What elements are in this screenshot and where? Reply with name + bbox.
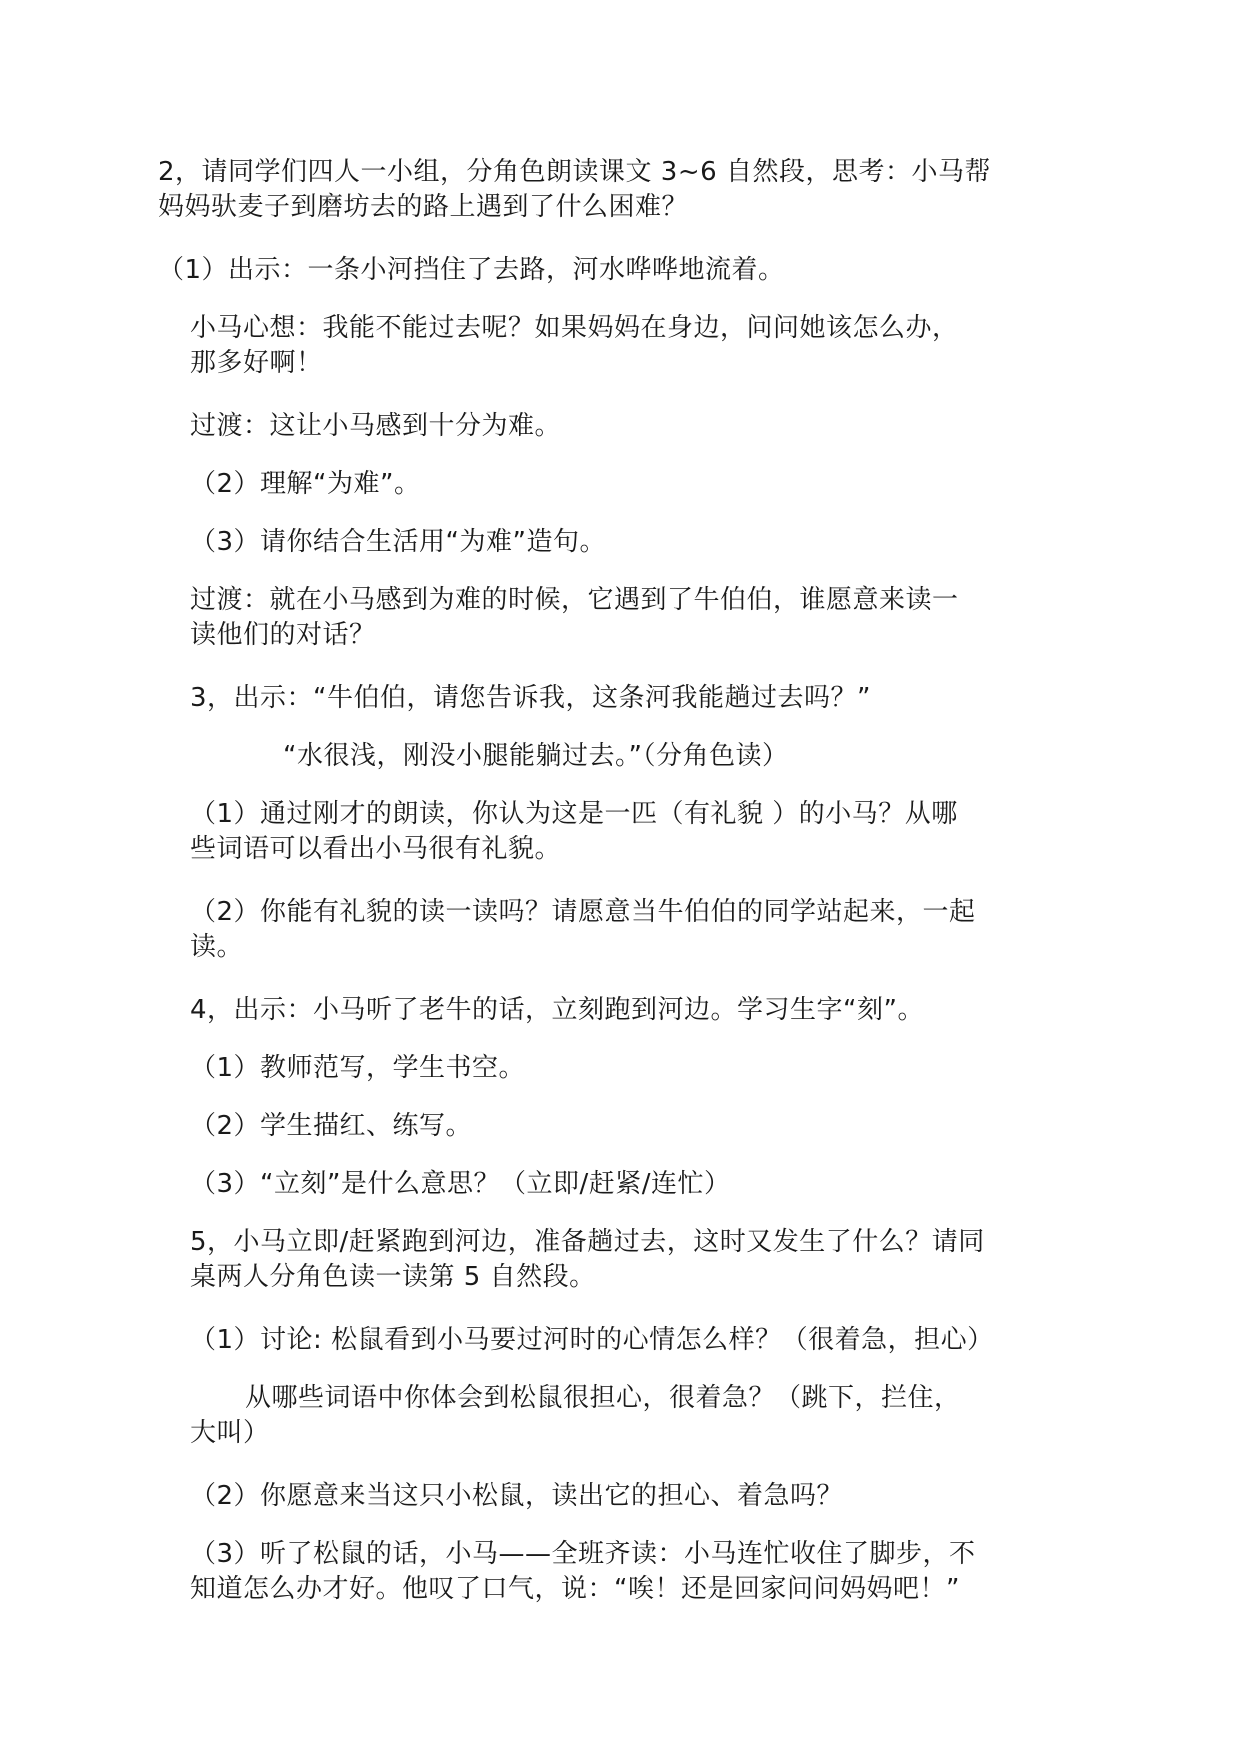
- paragraph-class-reads-line-1: （3）听了松鼠的话，小马——全班齐读：小马连忙收住了脚步，不: [190, 1539, 976, 1569]
- paragraph-horse-thinks-line-1: 小马心想：我能不能过去呢？如果妈妈在身边，问问她该怎么办，: [190, 313, 959, 343]
- paragraph-understand-weinan: （2）理解“为难”。: [190, 469, 421, 499]
- paragraph-2-line-1: 2，请同学们四人一小组，分角色朗读课文 3~6 自然段，思考：小马帮: [158, 157, 991, 187]
- paragraph-horse-thinks-line-2: 那多好啊！: [190, 348, 323, 378]
- paragraph-polite-line-2: 些词语可以看出小马很有礼貌。: [190, 834, 562, 864]
- paragraph-make-sentence: （3）请你结合生活用“为难”造句。: [190, 527, 606, 557]
- paragraph-teacher-writes: （1）教师范写，学生书空。: [190, 1053, 526, 1083]
- paragraph-2-line-2: 妈妈驮麦子到磨坊去的路上遇到了什么困难？: [158, 192, 689, 222]
- paragraph-which-words-line-1: 从哪些词语中你体会到松鼠很担心，很着急？（跳下，拦住，: [245, 1383, 961, 1413]
- paragraph-read-politely-line-1: （2）你能有礼貌的读一读吗？请愿意当牛伯伯的同学站起来，一起: [190, 897, 976, 927]
- paragraph-student-practice: （2）学生描红、练写。: [190, 1111, 473, 1141]
- paragraph-reply-water: “水很浅，刚没小腿能躺过去。”（分角色读）: [283, 741, 789, 771]
- paragraph-transition-1: 过渡：这让小马感到十分为难。: [190, 411, 562, 441]
- paragraph-which-words-line-2: 大叫）: [190, 1418, 270, 1448]
- paragraph-polite-line-1: （1）通过刚才的朗读，你认为这是一匹（有礼貌 ）的小马？从哪: [190, 799, 958, 829]
- paragraph-3-dialogue: 3，出示：“牛伯伯，请您告诉我，这条河我能趟过去吗？”: [190, 683, 871, 713]
- paragraph-transition-2-line-1: 过渡：就在小马感到为难的时候，它遇到了牛伯伯，谁愿意来读一: [190, 585, 959, 615]
- paragraph-show-river: （1）出示：一条小河挡住了去路，河水哗哗地流着。: [158, 255, 785, 285]
- paragraph-class-reads-line-2: 知道怎么办才好。他叹了口气，说：“唉！还是回家问问妈妈吧！”: [190, 1574, 960, 1604]
- paragraph-read-politely-line-2: 读。: [190, 932, 244, 962]
- paragraph-meaning-like: （3）“立刻”是什么意思？（立即/赶紧/连忙）: [190, 1169, 731, 1199]
- paragraph-be-squirrel: （2）你愿意来当这只小松鼠，读出它的担心、着急吗？: [190, 1481, 844, 1511]
- paragraph-transition-2-line-2: 读他们的对话？: [190, 620, 376, 650]
- paragraph-5-line-2: 桌两人分角色读一读第 5 自然段。: [190, 1262, 596, 1292]
- paragraph-4-show: 4，出示：小马听了老牛的话，立刻跑到河边。学习生字“刻”。: [190, 995, 924, 1025]
- paragraph-5-line-1: 5，小马立即/赶紧跑到河边，准备趟过去，这时又发生了什么？请同: [190, 1227, 985, 1257]
- paragraph-discuss-squirrel: （1）讨论: 松鼠看到小马要过河时的心情怎么样？（很着急，担心）: [190, 1325, 994, 1355]
